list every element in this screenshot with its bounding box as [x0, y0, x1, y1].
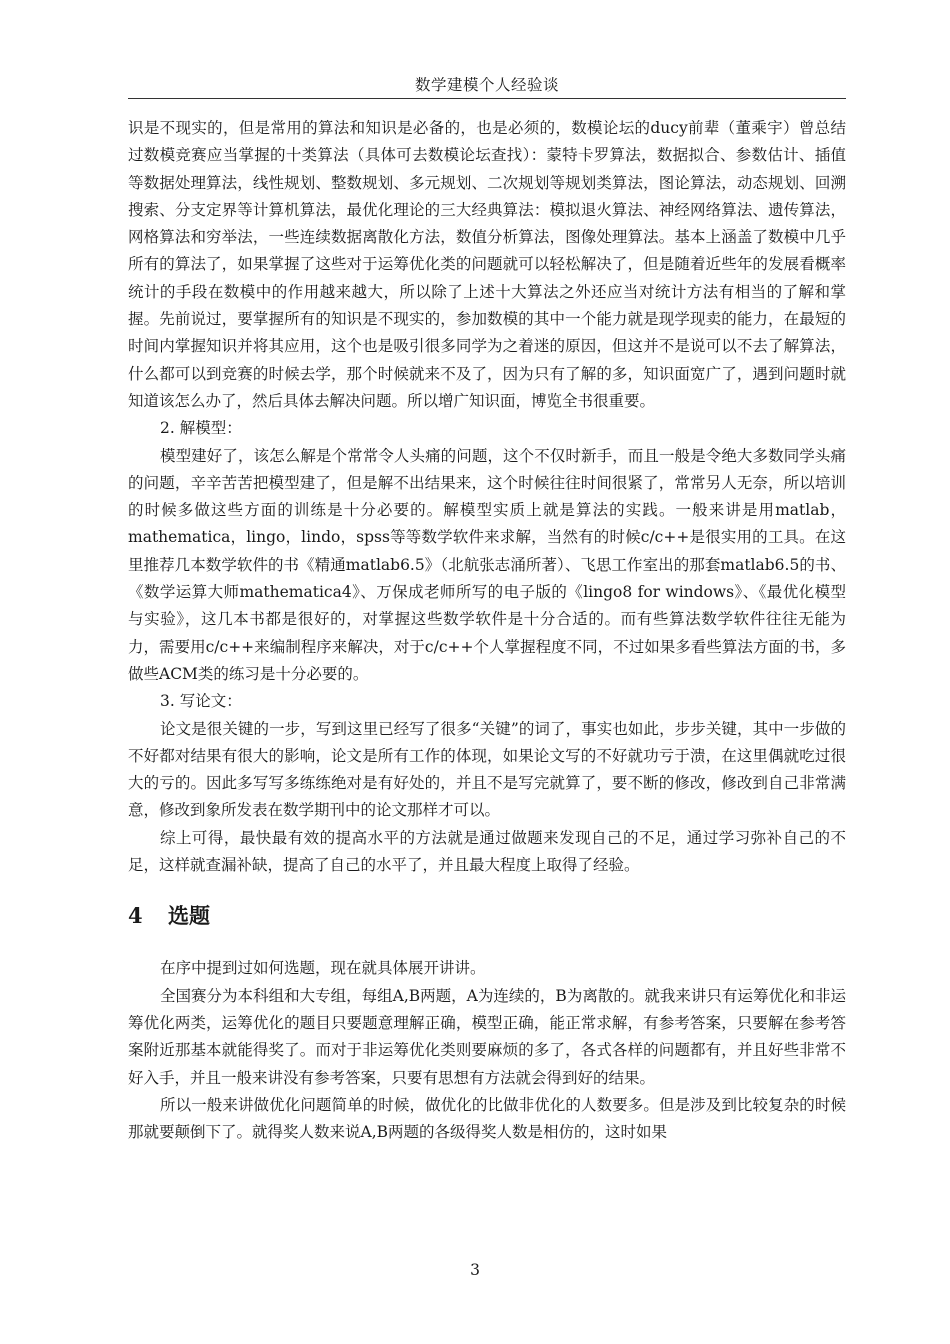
continued-paragraph: 识是不现实的，但是常用的算法和知识是必备的，也是必须的，数模论坛的ducy前辈（董乘宇）曾总结过数模竞赛应当掌握的十类算法（具体可去数模论坛查找）：蒙特卡罗算法，数据拟合、参数估计、插值等数据处理算法，线性规划、整数规划、多元规划、二次规划等规划类算法，图论算法，动态规划、回溯搜索、分支定界等计算机算法，最优化理论的三大经典算法：模拟退火算法、神经网络算法、遗传算法，网格算法和穷举法，一些连续数据离散化方法，数值分析算法，图像处理算法。基本上涵盖了数模中几乎所有的算法了，如果掌握了这些对于运筹优化类的问题就可以轻松解决了，但是随着近些年的发展看概率统计的手段在数模中的作用越来越大，所以除了上述十大算法之外还应当对统计方法有相当的了解和掌握。先前说过，要掌握所有的知识是不现实的，参加数模的其中一个能力就是现学现卖的能力，在最短的时间内掌握知识并将其应用，这个也是吸引很多同学为之着迷的原因，但这并不是说可以不去了解算法，什么都可以到竞赛的时候去学，那个时候就来不及了，因为只有了解的多，知识面宽广了，遇到问题时就知道该怎么办了，然后具体去解决问题。所以增广知识面，博览全书很重要。: [128, 119, 846, 410]
item-3-paragraph: 论文是很关键的一步，写到这里已经写了很多“关键”的词了，事实也如此，步步关键，其中一步做的不好都对结果有很大的影响，论文是所有工作的体现，如果论文写的不好就功亏于溃，在这里偶就吃过很大的亏的。因此多写写多练练绝对是有好处的，并且不是写完就算了，要不断的修改，修改到自己非常满意，修改到象所发表在数学期刊中的论文那样才可以。: [128, 719, 846, 820]
section-paragraph: 在序中提到过如何选题，现在就具体展开讲讲。: [160, 959, 486, 978]
summary-paragraph: 综上可得，最快最有效的提高水平的方法就是通过做题来发现自己的不足，通过学习弥补自己的不足，这样就查漏补缺，提高了自己的水平了，并且最大程度上取得了经验。: [128, 828, 846, 875]
section-number: 4: [128, 903, 143, 929]
section-title: 选题: [168, 903, 210, 929]
item-2-label: 2. 解模型：: [160, 419, 242, 438]
section-paragraph: 全国赛分为本科组和大专组，每组A,B两题，A为连续的，B为离散的。就我来讲只有运筹优化和非运筹优化两类，运筹优化的题目只要题意理解正确，模型正确，能正常求解，有参考答案，只要解在参考答案附近那基本就能得奖了。而对于非运筹优化类则要麻烦的多了，各式各样的问题都有，并且好些非常不好入手，并且一般来讲没有参考答案，只要有思想有方法就会得到好的结果。: [128, 986, 846, 1087]
section-paragraph: 所以一般来讲做优化问题简单的时候，做优化的比做非优化的人数要多。但是涉及到比较复杂的时候那就要颠倒下了。就得奖人数来说A,B两题的各级得奖人数是相仿的，这时如果: [128, 1095, 846, 1142]
running-header: 数学建模个人经验谈: [414, 76, 559, 94]
item-2-paragraph: 模型建好了，该怎么解是个常常令人头痛的问题，这个不仅时新手，而且一般是令绝大多数同学头痛的问题，辛辛苦苦把模型建了，但是解不出结果来，这个时候往往时间很紧了，常常另人无奈，所以培训的时候多做这些方面的训练是十分必要的。解模型实质上就是算法的实践。一般来讲是用matlab，mathematica，lingo，lindo，spss等等数学软件来求解，当然有的时候c/c++是很实用的工具。在这里推荐几本数学软件的书《精通matlab6.5》（北航张志涌所著）、飞思工作室出的那套matlab6.5的书、《数学运算大师mathematica4》、万保成老师所写的电子版的《lingo8 for windows》、《最优化模型与实验》，这几本书都是很好的，对掌握这些数学软件是十分合适的。而有些算法数学软件往往无能为力，需要用c/c++来编制程序来解决，对于c/c++个人掌握程度不同，不过如果多看些算法方面的书，多做些ACM类的练习是十分必要的。: [128, 446, 846, 683]
item-3-label: 3. 写论文：: [160, 692, 242, 711]
page-number: 3: [470, 1261, 480, 1279]
page-content: [128, 115, 846, 1146]
header-rule: [128, 98, 846, 99]
section-heading: [128, 901, 846, 931]
